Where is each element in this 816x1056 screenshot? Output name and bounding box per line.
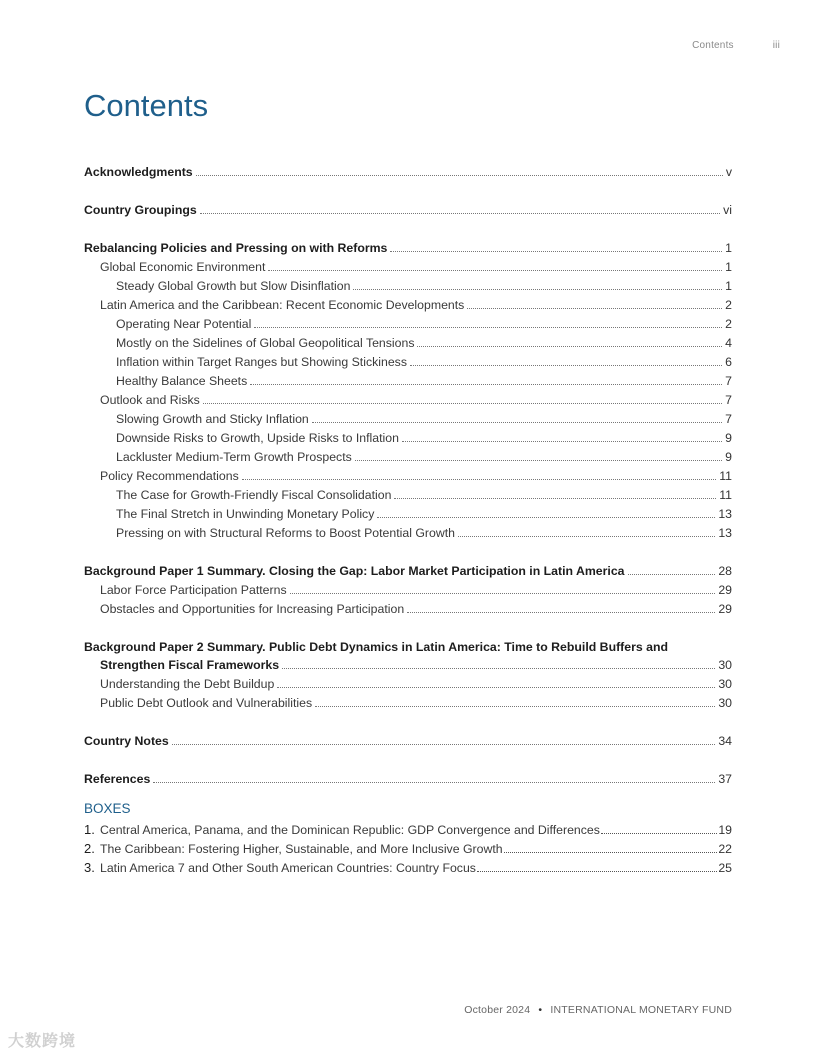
running-head-section: Contents: [692, 40, 734, 51]
toc-entry-country-groupings[interactable]: [84, 201, 732, 220]
toc-entry-structural-reforms[interactable]: [84, 524, 732, 543]
dot-leader: [628, 564, 716, 575]
toc-label: Country Notes: [84, 734, 169, 748]
box-number: 1.: [84, 822, 95, 837]
toc-page-number: 1: [725, 260, 732, 274]
toc-entry-policy-recommendations[interactable]: [84, 467, 732, 486]
toc-page-number: 2: [725, 298, 732, 312]
toc-label: The Case for Growth-Friendly Fiscal Consolidation: [116, 488, 392, 502]
toc-page-number: 11: [719, 469, 732, 483]
footer-bullet: •: [538, 1004, 543, 1016]
toc-entry-references[interactable]: [84, 770, 732, 789]
toc-label: Obstacles and Opportunities for Increasing Participation: [100, 602, 405, 616]
toc-entry-downside-risks[interactable]: [84, 429, 732, 448]
box-page-number: 22: [718, 842, 732, 856]
dot-leader: [172, 734, 716, 745]
toc-entry-labor-force-patterns[interactable]: [84, 581, 732, 600]
watermark: 大数跨境: [8, 1033, 77, 1050]
dot-leader: [377, 507, 715, 518]
toc-page-number: 30: [718, 677, 732, 691]
table-of-contents: [84, 163, 732, 877]
toc-label-line1: Background Paper 2 Summary. Public Debt Dynamics in Latin America: Time to Rebuild Buffers and: [84, 640, 669, 654]
toc-entry-obstacles-opportunities[interactable]: [84, 600, 732, 619]
toc-page-number: 1: [725, 241, 732, 255]
toc-label: Rebalancing Policies and Pressing on with Reforms: [84, 241, 388, 255]
dot-leader: [407, 602, 715, 613]
toc-entry-background-paper-2[interactable]: [84, 638, 732, 675]
toc-label: Policy Recommendations: [100, 469, 239, 483]
toc-page-number: 11: [719, 488, 732, 502]
toc-label: Background Paper 1 Summary. Closing the Gap: Labor Market Participation in Latin America: [84, 564, 625, 578]
toc-label: Mostly on the Sidelines of Global Geopolitical Tensions: [116, 336, 415, 350]
toc-entry-monetary-policy[interactable]: [84, 505, 732, 524]
dot-leader: [277, 677, 715, 688]
dot-leader: [254, 317, 722, 328]
toc-label-line2: Strengthen Fiscal Frameworks: [100, 658, 280, 672]
dot-leader: [312, 412, 722, 423]
toc-label: Understanding the Debt Buildup: [100, 677, 275, 691]
toc-entry-acknowledgments[interactable]: [84, 163, 732, 182]
box-number: 3.: [84, 860, 95, 875]
box-page-number: 19: [718, 823, 732, 837]
toc-page-number: 13: [718, 507, 732, 521]
boxes-heading: BOXES: [84, 801, 131, 816]
toc-page-number: 4: [725, 336, 732, 350]
dot-leader: [417, 336, 722, 347]
toc-entry-outlook-and-risks[interactable]: [84, 391, 732, 410]
dot-leader: [477, 861, 717, 872]
toc-entry-slowing-growth[interactable]: [84, 410, 732, 429]
dot-leader: [250, 374, 722, 385]
toc-page-number: 30: [718, 658, 732, 672]
toc-page-number: 13: [718, 526, 732, 540]
toc-label: Pressing on with Structural Reforms to Boost Potential Growth: [116, 526, 455, 540]
running-head-page-number: iii: [772, 40, 780, 51]
toc-label: Slowing Growth and Sticky Inflation: [116, 412, 309, 426]
box-page-number: 25: [718, 861, 732, 875]
page-title: Contents: [84, 88, 209, 123]
toc-page-number: 7: [725, 412, 732, 426]
toc-page-number: 28: [718, 564, 732, 578]
toc-page-number: 37: [718, 772, 732, 786]
dot-leader: [268, 260, 722, 271]
box-label: The Caribbean: Fostering Higher, Sustainable, and More Inclusive Growth: [100, 842, 503, 856]
dot-leader: [282, 658, 715, 669]
box-label: Latin America 7 and Other South American Countries: Country Focus: [100, 861, 476, 875]
dot-leader: [290, 583, 716, 594]
toc-page-number: 6: [725, 355, 732, 369]
dot-leader: [315, 696, 715, 707]
dot-leader: [196, 165, 723, 176]
toc-entry-rebalancing-policies[interactable]: [84, 239, 732, 258]
toc-entry-lackluster-prospects[interactable]: [84, 448, 732, 467]
dot-leader: [467, 298, 722, 309]
page-footer: [464, 1004, 732, 1016]
dot-leader: [504, 842, 718, 853]
toc-label: Steady Global Growth but Slow Disinflation: [116, 279, 351, 293]
toc-label: References: [84, 772, 151, 786]
dot-leader: [601, 823, 717, 834]
toc-page-number: 9: [725, 450, 732, 464]
dot-leader: [394, 488, 716, 499]
toc-entry-steady-global-growth[interactable]: [84, 277, 732, 296]
toc-entry-fiscal-consolidation[interactable]: [84, 486, 732, 505]
box-label: Central America, Panama, and the Dominican Republic: GDP Convergence and Differences: [100, 823, 600, 837]
toc-entry-debt-buildup[interactable]: [84, 675, 732, 694]
toc-label: Outlook and Risks: [100, 393, 200, 407]
toc-entry-background-paper-1[interactable]: [84, 562, 732, 581]
toc-label: Latin America and the Caribbean: Recent Economic Developments: [100, 298, 465, 312]
toc-entry-healthy-balance-sheets[interactable]: [84, 372, 732, 391]
toc-entry-operating-near-potential[interactable]: [84, 315, 732, 334]
toc-label: Healthy Balance Sheets: [116, 374, 248, 388]
toc-entry-latin-america-developments[interactable]: [84, 296, 732, 315]
dot-leader: [390, 241, 722, 252]
footer-organization: INTERNATIONAL MONETARY FUND: [550, 1004, 732, 1016]
dot-leader: [203, 393, 722, 404]
toc-page-number: 34: [718, 734, 732, 748]
toc-page-number: 7: [725, 374, 732, 388]
toc-entry-inflation-target-ranges[interactable]: [84, 353, 732, 372]
toc-label: Inflation within Target Ranges but Showing Stickiness: [116, 355, 407, 369]
toc-entry-debt-outlook[interactable]: [84, 694, 732, 713]
box-number: 2.: [84, 841, 95, 856]
toc-page-number: 2: [725, 317, 732, 331]
toc-label: Operating Near Potential: [116, 317, 252, 331]
toc-page-number: 30: [718, 696, 732, 710]
dot-leader: [410, 355, 722, 366]
toc-entry-geopolitical-tensions[interactable]: [84, 334, 732, 353]
running-head: [692, 40, 780, 51]
toc-page-number: 29: [718, 583, 732, 597]
toc-label: Downside Risks to Growth, Upside Risks to Inflation: [116, 431, 399, 445]
box-entry-1[interactable]: [84, 820, 732, 839]
footer-date: October 2024: [464, 1004, 531, 1016]
toc-label: Public Debt Outlook and Vulnerabilities: [100, 696, 313, 710]
toc-entry-global-economic-environment[interactable]: [84, 258, 732, 277]
dot-leader: [402, 431, 722, 442]
box-entry-3[interactable]: [84, 858, 732, 877]
toc-entry-country-notes[interactable]: [84, 732, 732, 751]
toc-label: The Final Stretch in Unwinding Monetary Policy: [116, 507, 375, 521]
dot-leader: [153, 772, 715, 783]
dot-leader: [200, 203, 720, 214]
toc-label: Global Economic Environment: [100, 260, 266, 274]
toc-label: Labor Force Participation Patterns: [100, 583, 287, 597]
toc-label: Country Groupings: [84, 203, 197, 217]
dot-leader: [353, 279, 722, 290]
toc-label: Lackluster Medium-Term Growth Prospects: [116, 450, 352, 464]
box-entry-2[interactable]: [84, 839, 732, 858]
toc-page-number: 7: [725, 393, 732, 407]
dot-leader: [242, 469, 716, 480]
toc-page-number: 9: [725, 431, 732, 445]
toc-page-number: vi: [723, 203, 732, 217]
dot-leader: [458, 526, 715, 537]
toc-page-number: v: [725, 165, 732, 179]
toc-page-number: 1: [725, 279, 732, 293]
toc-page-number: 29: [718, 602, 732, 616]
toc-label: Acknowledgments: [84, 165, 193, 179]
dot-leader: [355, 450, 722, 461]
